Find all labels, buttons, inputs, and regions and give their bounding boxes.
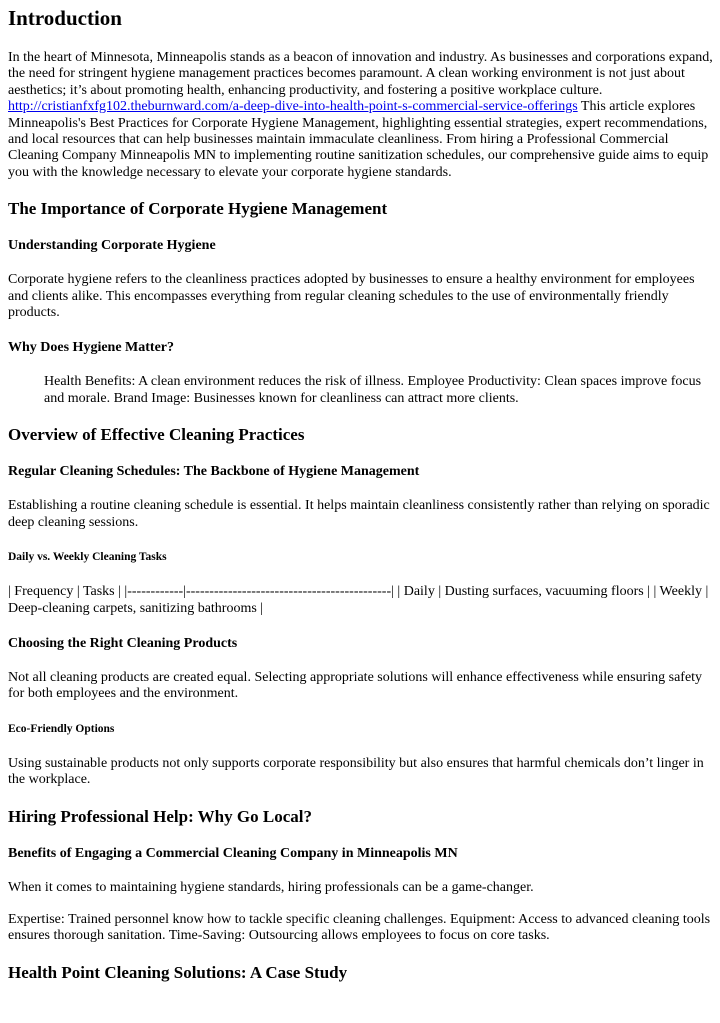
intro-text: In the heart of Minnesota, Minneapolis stands as a beacon of innovation and industry. As businesses and corporations expand, the need for stringent hygiene management practices becomes paramount. A clean working environment is not just about aesthetics; it’s about promoting health, enhancing productivity, and fostering a positive workplace culture. <box>8 50 713 98</box>
benefits-paragraph: When it comes to maintaining hygiene standards, hiring professionals can be a game-changer. <box>8 879 534 895</box>
daily-weekly-heading: Daily vs. Weekly Cleaning Tasks <box>8 551 167 564</box>
overview-heading: Overview of Effective Cleaning Practices <box>8 425 305 445</box>
products-heading: Choosing the Right Cleaning Products <box>8 635 238 651</box>
hiring-heading: Hiring Professional Help: Why Go Local? <box>8 806 312 826</box>
schedules-heading: Regular Cleaning Schedules: The Backbone of Hygiene Management <box>8 464 420 480</box>
case-study-heading: Health Point Cleaning Solutions: A Case Study <box>8 962 348 982</box>
tasks-table-text: | Frequency | Tasks | |------------|--------------------------------------------| | Daily | Dusting surfaces, vacuuming floors | | Weekly | Deep-cleaning carpets, sanitizing bathrooms | <box>8 584 709 616</box>
eco-paragraph: Using sustainable products not only supports corporate responsibility but also ensures that harmful chemicals don’t linger in the workplace. <box>8 755 704 788</box>
products-paragraph: Not all cleaning products are created equal. Selecting appropriate solutions will enhance effectiveness while ensuring safety for both employees and the environment. <box>8 669 703 702</box>
article <box>0 6 720 983</box>
importance-heading: The Importance of Corporate Hygiene Management <box>8 199 388 219</box>
why-hygiene-heading: Why Does Hygiene Matter? <box>8 340 175 356</box>
benefits-list: Expertise: Trained personnel know how to tackle specific cleaning challenges. Equipment: Access to advanced cleaning tools ensures thorough sanitation. Time-Saving: Outsourcing allows employees to focus on core tasks. <box>8 911 711 944</box>
eco-heading: Eco-Friendly Options <box>8 722 115 735</box>
schedules-paragraph: Establishing a routine cleaning schedule is essential. It helps maintain cleanliness consistently rather than relying on sporadic deep cleaning sessions. <box>8 498 710 530</box>
intro-link[interactable]: http://cristianfxfg102.theburnward.com/a-deep-dive-into-health-point-s-commercial-service-offerings <box>8 99 578 115</box>
understanding-paragraph: Corporate hygiene refers to the cleanliness practices adopted by businesses to ensure a healthy environment for employees and clients alike. This encompasses everything from regular cleaning schedules to the use of environmentally friendly products. <box>8 272 695 321</box>
intro-text-continued: This article explores Minneapolis's Best Practices for Corporate Hygiene Management, highlighting essential strategies, expert recommendations, and local resources that can help businesses maintain immaculate cleanliness. From hiring a Professional Commercial Cleaning Company Minneapolis MN to implementing routine sanitization schedules, our comprehensive guide aims to equip you with the knowledge necessary to elevate your corporate hygiene standards. <box>8 99 709 180</box>
benefits-heading: Benefits of Engaging a Commercial Cleaning Company in Minneapolis MN <box>8 845 458 861</box>
why-hygiene-list: Health Benefits: A clean environment reduces the risk of illness. Employee Productivity: Clean spaces improve focus and morale. Brand Image: Businesses known for cleanliness can attract more clients. <box>44 374 702 406</box>
intro-paragraph <box>8 50 713 181</box>
understanding-heading: Understanding Corporate Hygiene <box>8 238 216 254</box>
intro-heading: Introduction <box>8 6 122 30</box>
